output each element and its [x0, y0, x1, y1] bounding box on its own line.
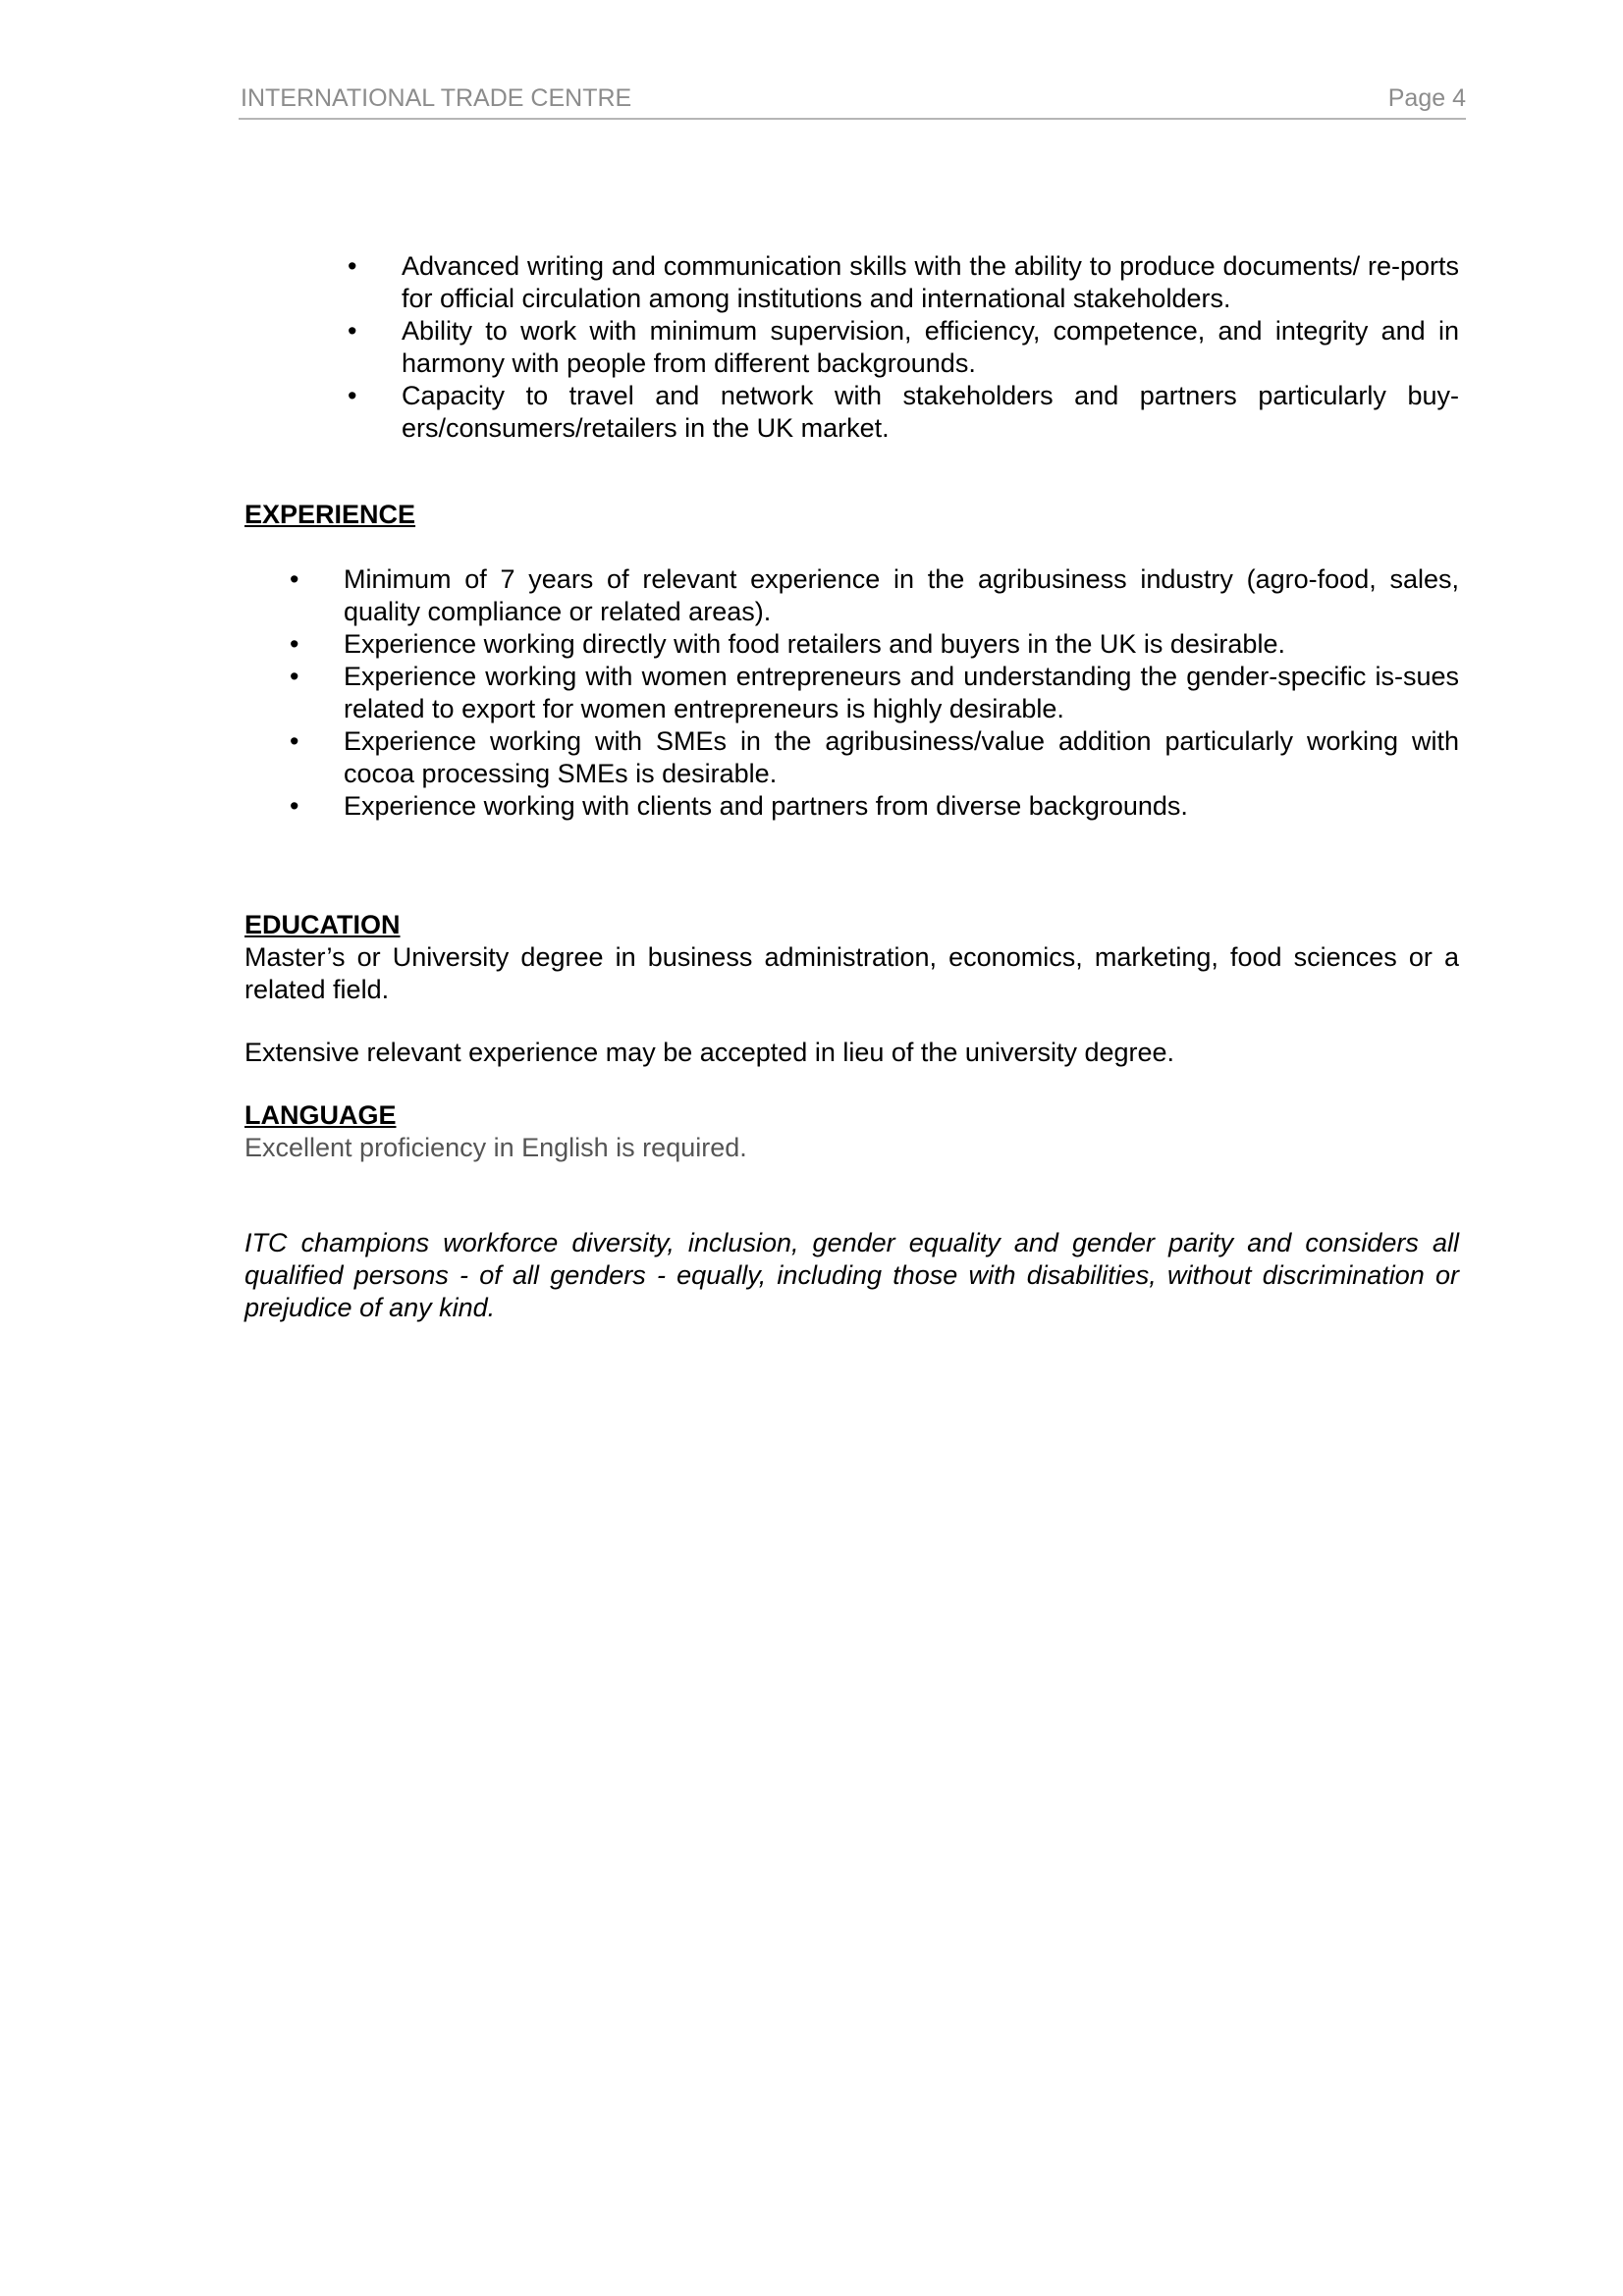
education-heading: EDUCATION [244, 910, 401, 939]
bullet-icon: • [290, 726, 299, 756]
experience-heading: EXPERIENCE [244, 500, 416, 529]
list-item-text: Experience working directly with food retailers and buyers in the UK is desirable. [344, 629, 1285, 659]
list-item-text: Capacity to travel and network with stakeholders and partners particularly buy-ers/consumers/retailers in the UK market. [402, 381, 1459, 443]
bullet-icon: • [290, 791, 299, 821]
bullet-icon: • [348, 381, 357, 410]
list-item [348, 315, 1459, 380]
list-item-text: Minimum of 7 years of relevant experience in the agribusiness industry (agro-food, sales, quality compliance or related areas). [344, 564, 1459, 626]
page-header [239, 84, 1466, 120]
skills-list [244, 250, 1459, 445]
bullet-icon: • [290, 564, 299, 594]
diversity-statement: ITC champions workforce diversity, inclusion, gender equality and gender parity and considers all qualified persons - of all genders - equally, including those with disabilities, without discrimination or prejudice of any kind. [244, 1228, 1459, 1322]
list-item [290, 790, 1459, 823]
list-item-text: Experience working with clients and partners from diverse backgrounds. [344, 791, 1188, 821]
list-item-text: Ability to work with minimum supervision, efficiency, competence, and integrity and in harmony with people from different backgrounds. [402, 316, 1459, 378]
list-item [290, 661, 1459, 725]
organization-name: INTERNATIONAL TRADE CENTRE [241, 84, 632, 112]
bullet-icon: • [348, 251, 357, 281]
list-item-text: Advanced writing and communication skills with the ability to produce documents/ re-ports for official circulation among institutions and international stakeholders. [402, 251, 1459, 313]
bullet-icon: • [290, 629, 299, 659]
bullet-icon: • [290, 662, 299, 691]
list-item-text: Experience working with SMEs in the agribusiness/value addition particularly working with cocoa processing SMEs is desirable. [344, 726, 1459, 788]
list-item [290, 563, 1459, 628]
experience-list [244, 563, 1459, 823]
page-number: Page 4 [1387, 84, 1466, 112]
language-heading: LANGUAGE [244, 1100, 397, 1130]
list-item [290, 628, 1459, 661]
bullet-icon: • [348, 316, 357, 346]
list-item [348, 250, 1459, 315]
language-paragraph: Excellent proficiency in English is required. [244, 1133, 747, 1162]
list-item-text: Experience working with women entrepreneurs and understanding the gender-specific is-sues related to export for women entrepreneurs is highly desirable. [344, 662, 1459, 723]
list-item [290, 725, 1459, 790]
education-paragraph: Master’s or University degree in business administration, economics, marketing, food sciences or a related field. [244, 942, 1459, 1004]
list-item [348, 380, 1459, 445]
education-note: Extensive relevant experience may be accepted in lieu of the university degree. [244, 1038, 1175, 1067]
document-body [244, 250, 1459, 1324]
